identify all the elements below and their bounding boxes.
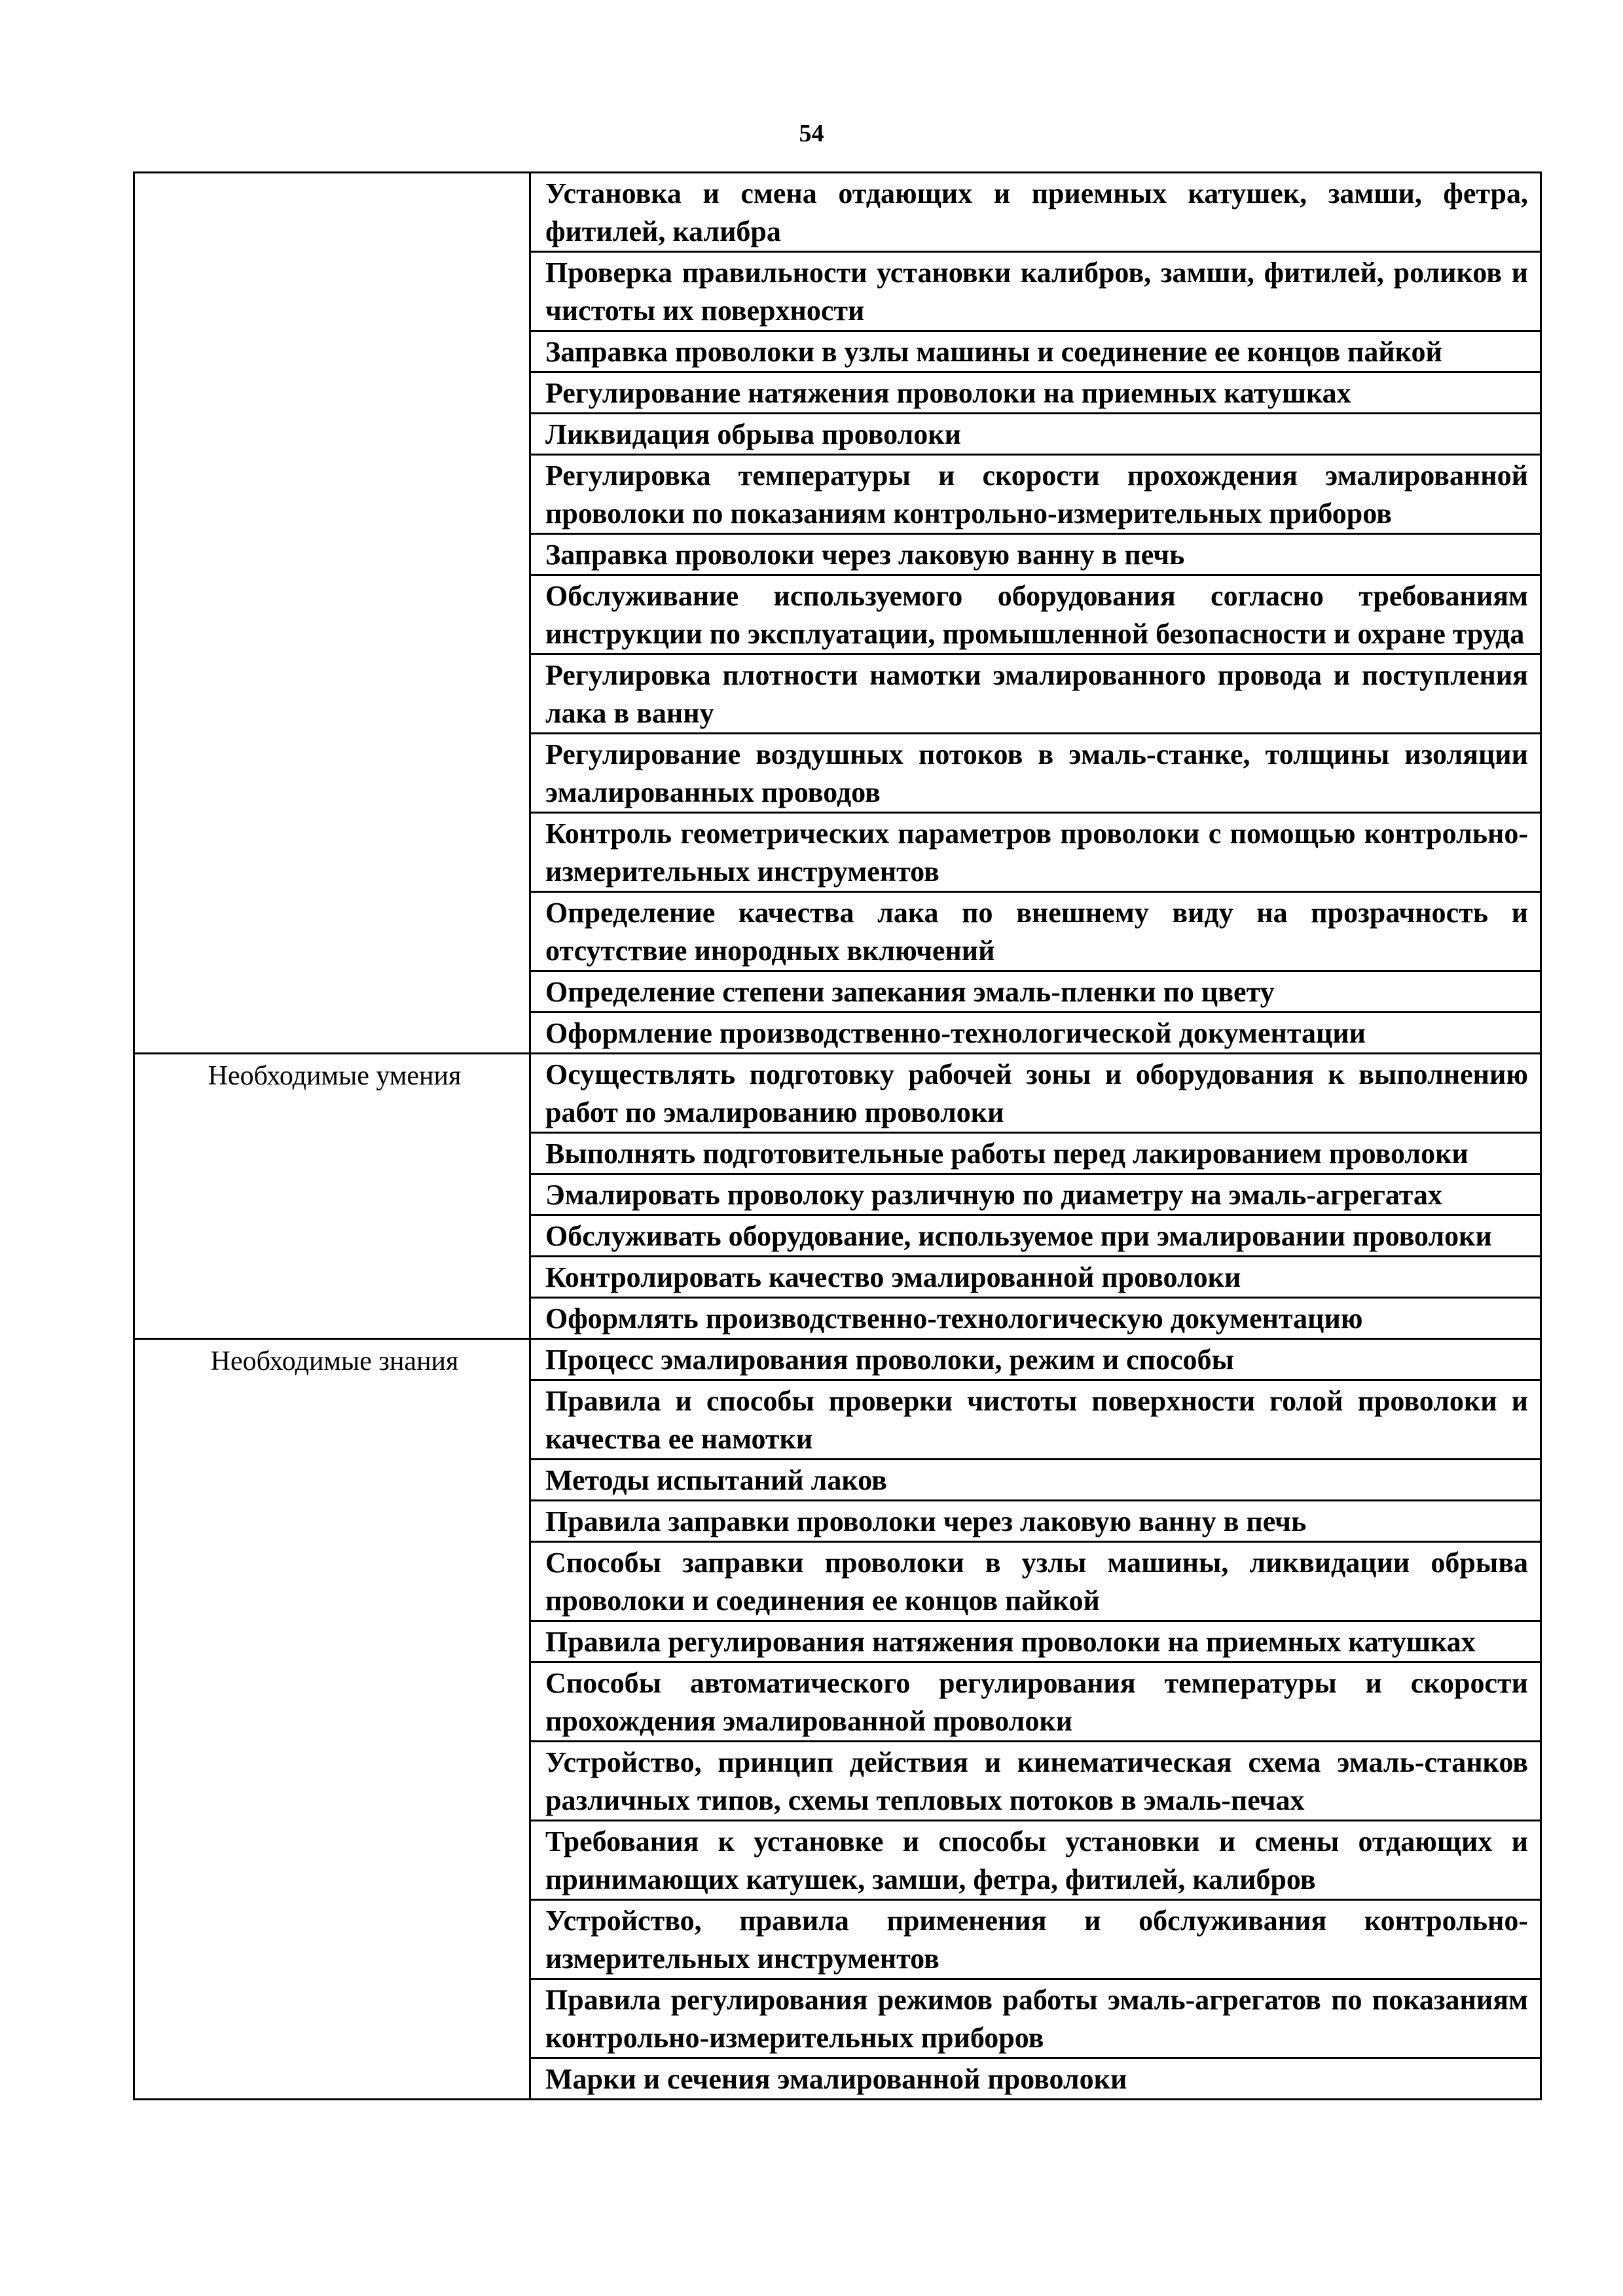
table-row: Марки и сечения эмалированной проволоки (531, 2057, 1540, 2098)
section-items (531, 1340, 1540, 2098)
table-row: Регулировка температуры и скорости прохождения эмалированной проволоки по показаниям контрольно-измерительных приборов (531, 454, 1540, 533)
page-number: 54 (799, 120, 824, 147)
table-row: Выполнять подготовительные работы перед лакированием проволоки (531, 1132, 1540, 1173)
table-row: Обслуживание используемого оборудования согласно требованиям инструкции по эксплуатации, промышленной безопасности и охране труда (531, 574, 1540, 653)
table-row: Правила регулирования натяжения проволоки на приемных катушках (531, 1620, 1540, 1661)
table-row: Регулирование натяжения проволоки на приемных катушках (531, 371, 1540, 412)
section-items (531, 1054, 1540, 1338)
table-row: Оформлять производственно-технологическую документацию (531, 1297, 1540, 1338)
table-row: Правила и способы проверки чистоты поверхности голой проволоки и качества ее намотки (531, 1379, 1540, 1458)
table-row: Установка и смена отдающих и приемных катушек, замши, фетра, фитилей, калибра (545, 177, 1528, 247)
table-row: Регулирование воздушных потоков в эмаль-станке, толщины изоляции эмалированных проводов (531, 732, 1540, 812)
table-row: Регулировка плотности намотки эмалированного провода и поступления лака в ванну (531, 653, 1540, 732)
table-row: Контроль геометрических параметров проволоки с помощью контрольно-измерительных инструментов (531, 812, 1540, 891)
table-row: Заправка проволоки через лаковую ванну в печь (531, 533, 1540, 574)
table-row: Проверка правильности установки калибров, замши, фитилей, роликов и чистоты их поверхности (531, 251, 1540, 330)
table-row: Правила заправки проволоки через лаковую ванну в печь (531, 1499, 1540, 1541)
requirements-table (133, 171, 1542, 2100)
table-section-skills (135, 1052, 1540, 1338)
table-row: Устройство, принцип действия и кинематическая схема эмаль-станков различных типов, схемы тепловых потоков в эмаль-печах (531, 1740, 1540, 1820)
table-row: Процесс эмалирования проволоки, режим и способы (545, 1344, 1234, 1376)
table-row: Правила регулирования режимов работы эмаль-агрегатов по показаниям контрольно-измерительных приборов (531, 1978, 1540, 2057)
table-section-knowledge (135, 1338, 1540, 2098)
table-row: Устройство, правила применения и обслуживания контрольно-измерительных инструментов (531, 1899, 1540, 1978)
table-row: Ликвидация обрыва проволоки (531, 412, 1540, 454)
table-row: Методы испытаний лаков (531, 1458, 1540, 1499)
table-section-tasks (135, 173, 1540, 1052)
table-row: Определение качества лака по внешнему виду на прозрачность и отсутствие инородных включений (531, 891, 1540, 970)
table-row: Требования к установке и способы установки и смены отдающих и принимающих катушек, замши, фетра, фитилей, калибров (531, 1820, 1540, 1899)
table-row: Обслуживать оборудование, используемое при эмалировании проволоки (531, 1214, 1540, 1255)
table-row: Определение степени запекания эмаль-пленки по цвету (531, 970, 1540, 1011)
table-row: Способы заправки проволоки в узлы машины, ликвидации обрыва проволоки и соединения ее концов пайкой (531, 1541, 1540, 1620)
table-row: Эмалировать проволоку различную по диаметру на эмаль-агрегатах (531, 1173, 1540, 1214)
section-label: Необходимые знания (135, 1340, 531, 2098)
section-label: Необходимые умения (135, 1054, 531, 1338)
table-row: Способы автоматического регулирования температуры и скорости прохождения эмалированной проволоки (531, 1661, 1540, 1740)
section-label (135, 173, 531, 1052)
table-row: Оформление производственно-технологической документации (531, 1011, 1540, 1052)
section-items (531, 173, 1540, 1052)
table-row: Заправка проволоки в узлы машины и соединение ее концов пайкой (531, 330, 1540, 371)
table-row: Осуществлять подготовку рабочей зоны и оборудования к выполнению работ по эмалированию проволоки (545, 1058, 1528, 1128)
table-row: Контролировать качество эмалированной проволоки (531, 1255, 1540, 1297)
